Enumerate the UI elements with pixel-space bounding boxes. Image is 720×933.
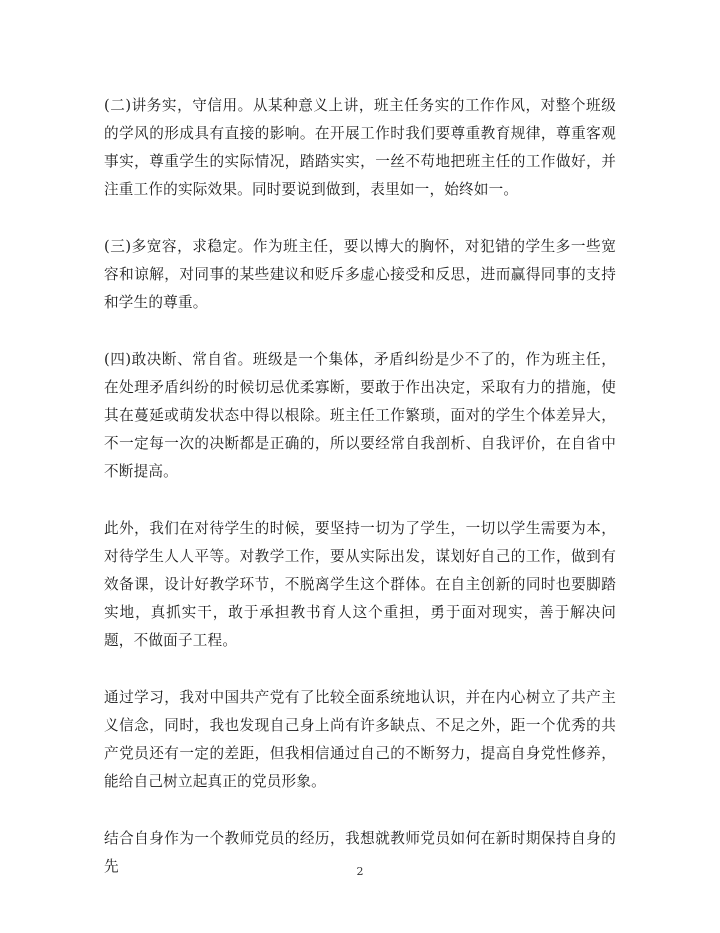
paragraph-3: (四)敢决断、常自省。班级是一个集体，矛盾纠纷是少不了的，作为班主任，在处理矛盾纠纷的时候切忌优柔寡断，要敢于作出决定，采取有力的措施，使其在蔓延或萌发状态中得以根除。班主任工作繁琐，面对的学生个体差异大，不一定每一次的决断都是正确的，所以要经常自我剖析、自我评价，在自省中不断提高。: [104, 351, 616, 480]
paragraph-5: 通过学习，我对中国共产党有了比较全面系统地认识，并在内心树立了共产主义信念，同时，我也发现自己身上尚有许多缺点、不足之外，距一个优秀的共产党员还有一定的差距，但我相信通过自己的不断努力，提高自身党性修养，能给自己树立起真正的党员形象。: [104, 689, 616, 790]
paragraph-6: 结合自身作为一个教师党员的经历，我想就教师党员如何在新时期保持自身的先: [104, 830, 616, 875]
paragraph-2: (三)多宽容，求稳定。作为班主任，要以博大的胸怀，对犯错的学生多一些宽容和谅解，对同事的某些建议和贬斥多虚心接受和反思，进而赢得同事的支持和学生的尊重。: [104, 238, 616, 311]
document-body: [104, 92, 616, 881]
page-number: 2: [356, 865, 364, 878]
paragraph-4: 此外，我们在对待学生的时候，要坚持一切为了学生，一切以学生需要为本，对待学生人人平等。对教学工作，要从实际出发，谋划好自己的工作，做到有效备课，设计好教学环节，不脱离学生这个群体。在自主创新的同时也要脚踏实地，真抓实干，敢于承担教书育人这个重担，勇于面对现实，善于解决问题，不做面子工程。: [104, 520, 616, 649]
paragraph-1: (二)讲务实，守信用。从某种意义上讲，班主任务实的工作作风，对整个班级的学风的形成具有直接的影响。在开展工作时我们要尊重教育规律，尊重客观事实，尊重学生的实际情况，踏踏实实，一丝不苟地把班主任的工作做好，并注重工作的实际效果。同时要说到做到，表里如一，始终如一。: [104, 97, 616, 198]
